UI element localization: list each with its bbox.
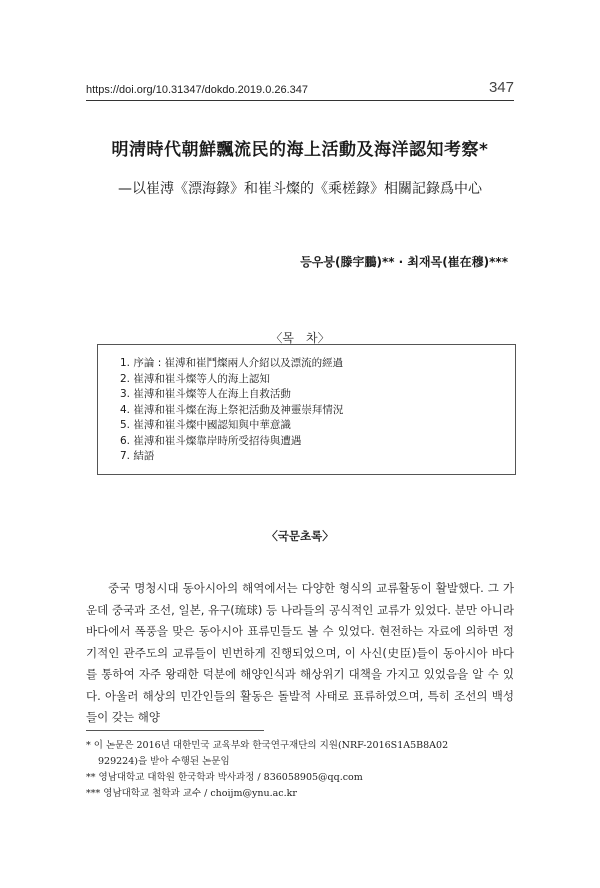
- paper-subtitle: —以崔溥《漂海錄》和崔斗燦的《乘槎錄》相關記錄爲中心: [118, 181, 482, 197]
- abstract-heading: 〈국문초록〉: [266, 529, 334, 543]
- toc-item: 4. 崔溥和崔斗燦在海上祭祀活動及神靈崇拜情況: [120, 403, 344, 416]
- toc-item: 2. 崔溥和崔斗燦等人的海上認知: [120, 372, 270, 385]
- authors: 등우붕(滕宇鵬)** · 최재목(崔在穆)***: [300, 255, 508, 269]
- footnote-author-2: *** 영남대학교 철학과 교수 / choijm@ynu.ac.kr: [86, 788, 297, 799]
- footnote-funding-cont: 929224)을 받아 수행된 논문임: [98, 756, 230, 767]
- abstract-body: 중국 명청시대 동아시아의 해역에서는 다양한 형식의 교류활동이 활발했다. 그 가운데 중국과 조선, 일본, 유구(琉球) 등 나라들의 공식적인 교류가 있었다. 분만 아니라 바다에서 폭풍을 맞은 동아시아 표류민들도 볼 수 있었다. 현전하는 자료에 의하면 정기적인 관주도의 교류들이 빈번하게 진행되었으며, 이 사신(史臣)들이 동아시아 바다를 통하여 자주 왕래한 덕분에 해양인식과 해상위기 대책을 가지고 있었음을 알 수 있다. 아울러 해상의 민간인들의 활동은 돌발적 사태로 표류하였으며, 특히 조선의 백성들이 갖는 해양: [86, 581, 514, 724]
- page-header: [86, 80, 514, 101]
- table-of-contents: [97, 344, 516, 475]
- toc-item: 7. 結語: [120, 450, 155, 462]
- toc-item: 6. 崔溥和崔斗燦靠岸時所受招待與遭遇: [120, 434, 302, 447]
- toc-item: 3. 崔溥和崔斗燦等人在海上自救活動: [120, 388, 291, 400]
- footnote-divider: [86, 730, 264, 731]
- footnotes: [86, 738, 526, 802]
- footnote-author-1: ** 영남대학교 대학원 한국학과 박사과정 / 836058905@qq.com: [86, 772, 363, 783]
- doi-link[interactable]: https://doi.org/10.31347/dokdo.2019.0.26.347: [86, 84, 309, 96]
- toc-item: 5. 崔溥和崔斗燦中國認知與中華意識: [120, 419, 291, 431]
- toc-heading: 〈목 차〉: [270, 331, 330, 345]
- paper-title: 明淸時代朝鮮飄流民的海上活動及海洋認知考察*: [111, 140, 489, 160]
- toc-item: 1. 序論 : 崔溥和崔鬥燦兩人介紹以及漂流的經過: [120, 357, 344, 369]
- footnote-funding: * 이 논문은 2016년 대한민국 교육부와 한국연구재단의 지원(NRF-2016S1A5B8A02: [86, 740, 449, 751]
- page-number: 347: [488, 79, 514, 96]
